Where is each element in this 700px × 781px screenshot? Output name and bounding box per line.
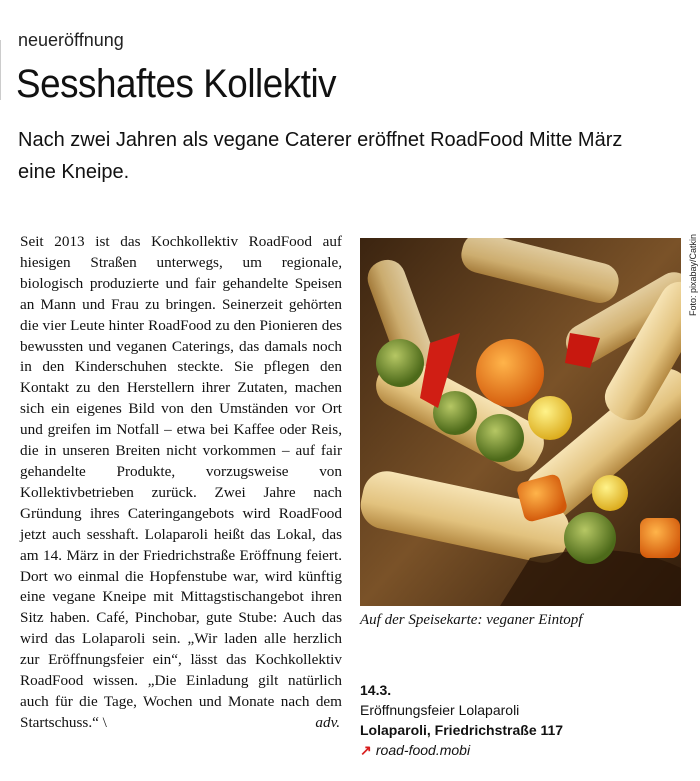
article-headline: Sesshaftes Kollektiv [16,62,337,106]
arrow-link-icon: ↗ [360,742,372,758]
photo-caption: Auf der Speisekarte: veganer Eintopf [360,612,583,628]
food-photo [360,238,681,606]
event-title: Eröffnungsfeier Lolaparoli [360,702,520,718]
article-signature: adv. [315,713,340,731]
margin-rule [0,40,1,100]
event-box [360,680,563,760]
article-body [20,232,342,734]
event-link[interactable]: road-food.mobi [375,742,471,758]
photo-credit-text: Foto: pixabay/Catkin [688,233,698,316]
photo-credit [688,233,700,318]
event-link-row[interactable] [360,740,563,760]
food-photo-illustration [360,238,681,606]
article-body-text: Seit 2013 ist das Kochkollektiv RoadFood auf hiesigen Straßen unterwegs, um regionale, biologisch produzierte und fair gehandelte Speisen an Mann und Frau zu bringen. Seinerzeit gehörten die vier Leute hinter RoadFood zu den Pionieren des bewussten und veganen Caterings, das damals noch in den Kinderschuhen steckte. Sie pflegen den Kontakt zu den Herstellern ihrer Zutaten, machen sich ein eigenes Bild von den Umständen vor Ort und greifen im Notfall – etwa bei Kaffee oder Reis, die in unseren Breiten nicht vorkommen – auf fair gehandelte Produkte, vorzugsweise von Kollektivbetrieben zurück. Zwei Jahre nach Gründung ihres Cateringangebots wird RoadFood jetzt auch sesshaft. Lolaparoli heißt das Lokal, das am 14. März in der Friedrichstraße Eröffnung feiert. Dort wo einmal die Hopfenstube war, wird künftig eine vegane Kneipe mit Mittagstischangebot ihren Sitz haben. Café, Pinchobar, gute Stube: Auch das wird das Lolaparoli sein. „Wir laden alle herzlich zur Eröffnungsfeier ein“, lässt das Kochkollektiv RoadFood wissen. „Die Einladung gilt natürlich auch für die Tage, Wochen und Monate nach dem Startschuss.“ \ [20,233,342,731]
article-kicker: neueröffnung [18,30,124,50]
event-date: 14.3. [360,682,392,698]
article-deck: Nach zwei Jahren als vegane Caterer eröffnet RoadFood Mitte März eine Kneipe. [18,129,623,183]
event-venue: Lolaparoli, Friedrichstraße 117 [360,722,564,738]
